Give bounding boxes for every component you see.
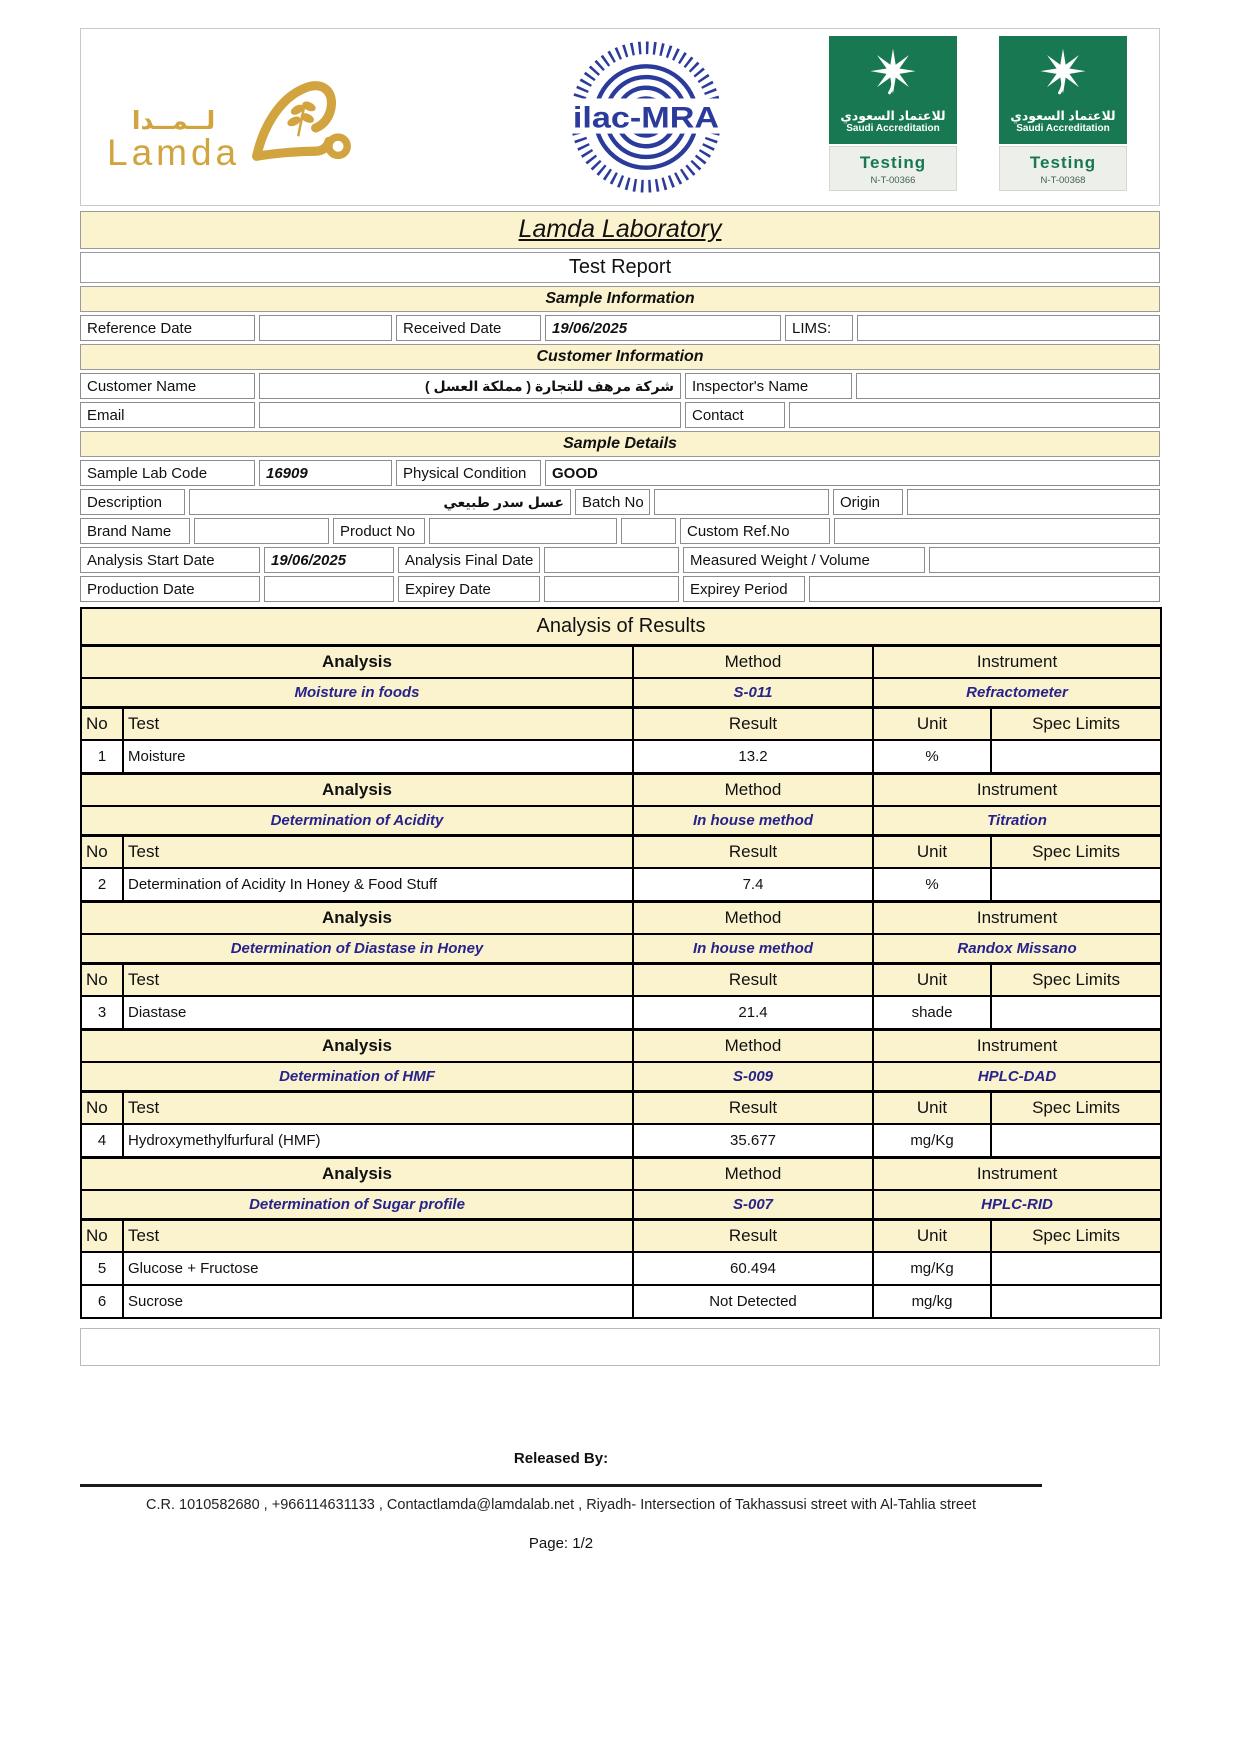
badge-arabic-text: للاعتماد السعودي (1010, 109, 1116, 123)
analysis-header-row (81, 902, 1161, 935)
physical-condition-label: Physical Condition (396, 460, 541, 486)
row-result: 7.4 (633, 868, 873, 902)
expirey-period-value (809, 576, 1160, 602)
row-test: Moisture (123, 740, 633, 774)
col-unit: Unit (873, 708, 991, 741)
col-analysis: Analysis (81, 774, 633, 807)
method-name: In house method (633, 806, 873, 836)
col-spec: Spec Limits (991, 836, 1161, 869)
batch-no-value (654, 489, 829, 515)
analysis-header-row (81, 1158, 1161, 1191)
col-result: Result (633, 836, 873, 869)
result-row (81, 868, 1161, 902)
ilac-mra-logo (568, 39, 724, 195)
row-no: 3 (81, 996, 123, 1030)
col-analysis: Analysis (81, 1158, 633, 1191)
col-method: Method (633, 1158, 873, 1191)
spacer-cell (621, 518, 676, 544)
report-page (80, 28, 1160, 1552)
received-date-label: Received Date (396, 315, 541, 341)
row-unit: % (873, 868, 991, 902)
description-value: عسل سدر طبيعي (189, 489, 571, 515)
expirey-period-label: Expirey Period (683, 576, 805, 602)
wheat-sprig-icon (288, 101, 316, 136)
product-no-label: Product No (333, 518, 425, 544)
description-label: Description (80, 489, 185, 515)
brand-row (80, 518, 1160, 544)
result-row (81, 740, 1161, 774)
saudi-accreditation-badge-2 (999, 36, 1127, 191)
analysis-method-row (81, 1190, 1161, 1220)
instrument-name: Refractometer (873, 678, 1161, 708)
instrument-name: HPLC-DAD (873, 1062, 1161, 1092)
badge-number: N-T-00366 (870, 175, 916, 187)
page-number: Page: 1/2 (528, 1535, 594, 1552)
col-test: Test (123, 836, 633, 869)
result-row (81, 1124, 1161, 1158)
contact-label: Contact (685, 402, 785, 428)
analysis-method-row (81, 934, 1161, 964)
customer-name-row (80, 373, 1160, 399)
method-name: In house method (633, 934, 873, 964)
analysis-results-title: Analysis of Results (81, 608, 1161, 646)
analysis-name: Determination of HMF (81, 1062, 633, 1092)
row-spec (991, 868, 1161, 902)
batch-no-label: Batch No (575, 489, 650, 515)
row-test: Diastase (123, 996, 633, 1030)
badge-category: Testing (859, 153, 927, 173)
report-header (80, 28, 1160, 206)
row-spec (991, 1124, 1161, 1158)
row-no: 1 (81, 740, 123, 774)
result-columns-row (81, 836, 1161, 869)
col-test: Test (123, 1220, 633, 1253)
brand-name-label: Brand Name (80, 518, 190, 544)
analysis-dates-row (80, 547, 1160, 573)
col-result: Result (633, 1220, 873, 1253)
custom-ref-value (834, 518, 1160, 544)
email-contact-row (80, 402, 1160, 428)
row-unit: mg/Kg (873, 1124, 991, 1158)
footer-divider (80, 1484, 1042, 1487)
saudi-accreditation-badge-1 (829, 36, 957, 191)
row-no: 2 (81, 868, 123, 902)
lamda-latin-text: Lamda (107, 132, 241, 174)
col-unit: Unit (873, 964, 991, 997)
col-instrument: Instrument (873, 902, 1161, 935)
col-no: No (81, 836, 123, 869)
instrument-name: Titration (873, 806, 1161, 836)
expirey-date-label: Expirey Date (398, 576, 540, 602)
contact-value (789, 402, 1160, 428)
row-no: 4 (81, 1124, 123, 1158)
col-test: Test (123, 1092, 633, 1125)
result-columns-row (81, 964, 1161, 997)
customer-name-value: شركة مرهف للتجارة ( مملكة العسل ) (259, 373, 681, 399)
row-unit: mg/kg (873, 1285, 991, 1318)
footer-contact-line: C.R. 1010582680 , +966114631133 , Contactlamda@lamdalab.net , Riyadh- Intersection of Takhassusi street with Al-Tahlia street (145, 1497, 977, 1513)
customer-information-header: Customer Information (80, 344, 1160, 370)
ilac-mra-text: ilac-MRA (572, 102, 720, 135)
analysis-start-date-label: Analysis Start Date (80, 547, 260, 573)
row-test: Determination of Acidity In Honey & Food Stuff (123, 868, 633, 902)
customer-name-label: Customer Name (80, 373, 255, 399)
result-columns-row (81, 1220, 1161, 1253)
row-test: Sucrose (123, 1285, 633, 1318)
sample-lab-code-value: 16909 (259, 460, 392, 486)
analysis-final-date-label: Analysis Final Date (398, 547, 540, 573)
product-no-value (429, 518, 617, 544)
row-result: 13.2 (633, 740, 873, 774)
analysis-header-row (81, 774, 1161, 807)
row-test: Glucose + Fructose (123, 1252, 633, 1285)
col-spec: Spec Limits (991, 1220, 1161, 1253)
col-method: Method (633, 774, 873, 807)
expirey-date-value (544, 576, 679, 602)
lamda-arabic-text: لــمــدا (131, 107, 216, 136)
released-by-label: Released By: (513, 1450, 609, 1467)
col-spec: Spec Limits (991, 964, 1161, 997)
col-spec: Spec Limits (991, 708, 1161, 741)
col-test: Test (123, 964, 633, 997)
col-unit: Unit (873, 1092, 991, 1125)
inspector-name-value (856, 373, 1160, 399)
production-row (80, 576, 1160, 602)
sample-information-row (80, 315, 1160, 341)
sample-details-header: Sample Details (80, 431, 1160, 457)
row-result: 60.494 (633, 1252, 873, 1285)
col-no: No (81, 1092, 123, 1125)
custom-ref-label: Custom Ref.No (680, 518, 830, 544)
analysis-results-table (80, 607, 1162, 1319)
col-instrument: Instrument (873, 1030, 1161, 1063)
lamda-mark-icon (250, 75, 358, 171)
sample-lab-code-label: Sample Lab Code (80, 460, 255, 486)
col-spec: Spec Limits (991, 1092, 1161, 1125)
badge-arabic-text: للاعتماد السعودي (840, 109, 946, 123)
origin-label: Origin (833, 489, 903, 515)
badge-english-text: Saudi Accreditation (1016, 123, 1110, 135)
origin-value (907, 489, 1160, 515)
badge-category: Testing (1029, 153, 1097, 173)
email-label: Email (80, 402, 255, 428)
badge-number: N-T-00368 (1040, 175, 1086, 187)
reference-date-label: Reference Date (80, 315, 255, 341)
col-result: Result (633, 964, 873, 997)
row-result: 35.677 (633, 1124, 873, 1158)
notes-empty-box (80, 1328, 1160, 1366)
analysis-method-row (81, 678, 1161, 708)
sample-information-header: Sample Information (80, 286, 1160, 312)
method-name: S-009 (633, 1062, 873, 1092)
row-unit: shade (873, 996, 991, 1030)
lamda-logo (107, 75, 358, 173)
col-no: No (81, 1220, 123, 1253)
col-method: Method (633, 1030, 873, 1063)
row-no: 6 (81, 1285, 123, 1318)
physical-condition-value: GOOD (545, 460, 1160, 486)
col-result: Result (633, 1092, 873, 1125)
row-spec (991, 996, 1161, 1030)
brand-name-value (194, 518, 329, 544)
method-name: S-011 (633, 678, 873, 708)
report-footer (80, 1450, 1042, 1552)
reference-date-value (259, 315, 392, 341)
col-result: Result (633, 708, 873, 741)
row-result: Not Detected (633, 1285, 873, 1318)
analysis-name: Determination of Diastase in Honey (81, 934, 633, 964)
analysis-name: Determination of Sugar profile (81, 1190, 633, 1220)
row-unit: % (873, 740, 991, 774)
description-row (80, 489, 1160, 515)
lims-label: LIMS: (785, 315, 853, 341)
analysis-name: Moisture in foods (81, 678, 633, 708)
analysis-method-row (81, 806, 1161, 836)
result-columns-row (81, 1092, 1161, 1125)
col-no: No (81, 964, 123, 997)
row-spec (991, 740, 1161, 774)
col-analysis: Analysis (81, 902, 633, 935)
email-value (259, 402, 681, 428)
row-result: 21.4 (633, 996, 873, 1030)
col-unit: Unit (873, 1220, 991, 1253)
col-method: Method (633, 902, 873, 935)
instrument-name: HPLC-RID (873, 1190, 1161, 1220)
method-name: S-007 (633, 1190, 873, 1220)
measured-weight-label: Measured Weight / Volume (683, 547, 925, 573)
result-row (81, 996, 1161, 1030)
result-columns-row (81, 708, 1161, 741)
col-method: Method (633, 646, 873, 679)
result-row (81, 1285, 1161, 1318)
analysis-method-row (81, 1062, 1161, 1092)
lamda-wordmark (107, 109, 240, 173)
analysis-start-date-value: 19/06/2025 (264, 547, 394, 573)
col-instrument: Instrument (873, 646, 1161, 679)
col-analysis: Analysis (81, 646, 633, 679)
row-spec (991, 1252, 1161, 1285)
col-no: No (81, 708, 123, 741)
col-instrument: Instrument (873, 774, 1161, 807)
lab-code-row (80, 460, 1160, 486)
production-date-label: Production Date (80, 576, 260, 602)
row-no: 5 (81, 1252, 123, 1285)
received-date-value: 19/06/2025 (545, 315, 781, 341)
row-test: Hydroxymethylfurfural (HMF) (123, 1124, 633, 1158)
col-unit: Unit (873, 836, 991, 869)
lab-title: Lamda Laboratory (80, 211, 1160, 249)
analysis-header-row (81, 1030, 1161, 1063)
row-unit: mg/Kg (873, 1252, 991, 1285)
saudi-star-icon (1037, 44, 1089, 100)
analysis-name: Determination of Acidity (81, 806, 633, 836)
lims-value (857, 315, 1160, 341)
result-row (81, 1252, 1161, 1285)
production-date-value (264, 576, 394, 602)
col-test: Test (123, 708, 633, 741)
inspector-name-label: Inspector's Name (685, 373, 852, 399)
report-title: Test Report (80, 252, 1160, 283)
col-instrument: Instrument (873, 1158, 1161, 1191)
analysis-final-date-value (544, 547, 679, 573)
analysis-header-row (81, 646, 1161, 679)
measured-weight-value (929, 547, 1160, 573)
badge-english-text: Saudi Accreditation (846, 123, 940, 135)
instrument-name: Randox Missano (873, 934, 1161, 964)
col-analysis: Analysis (81, 1030, 633, 1063)
row-spec (991, 1285, 1161, 1318)
saudi-star-icon (867, 44, 919, 100)
